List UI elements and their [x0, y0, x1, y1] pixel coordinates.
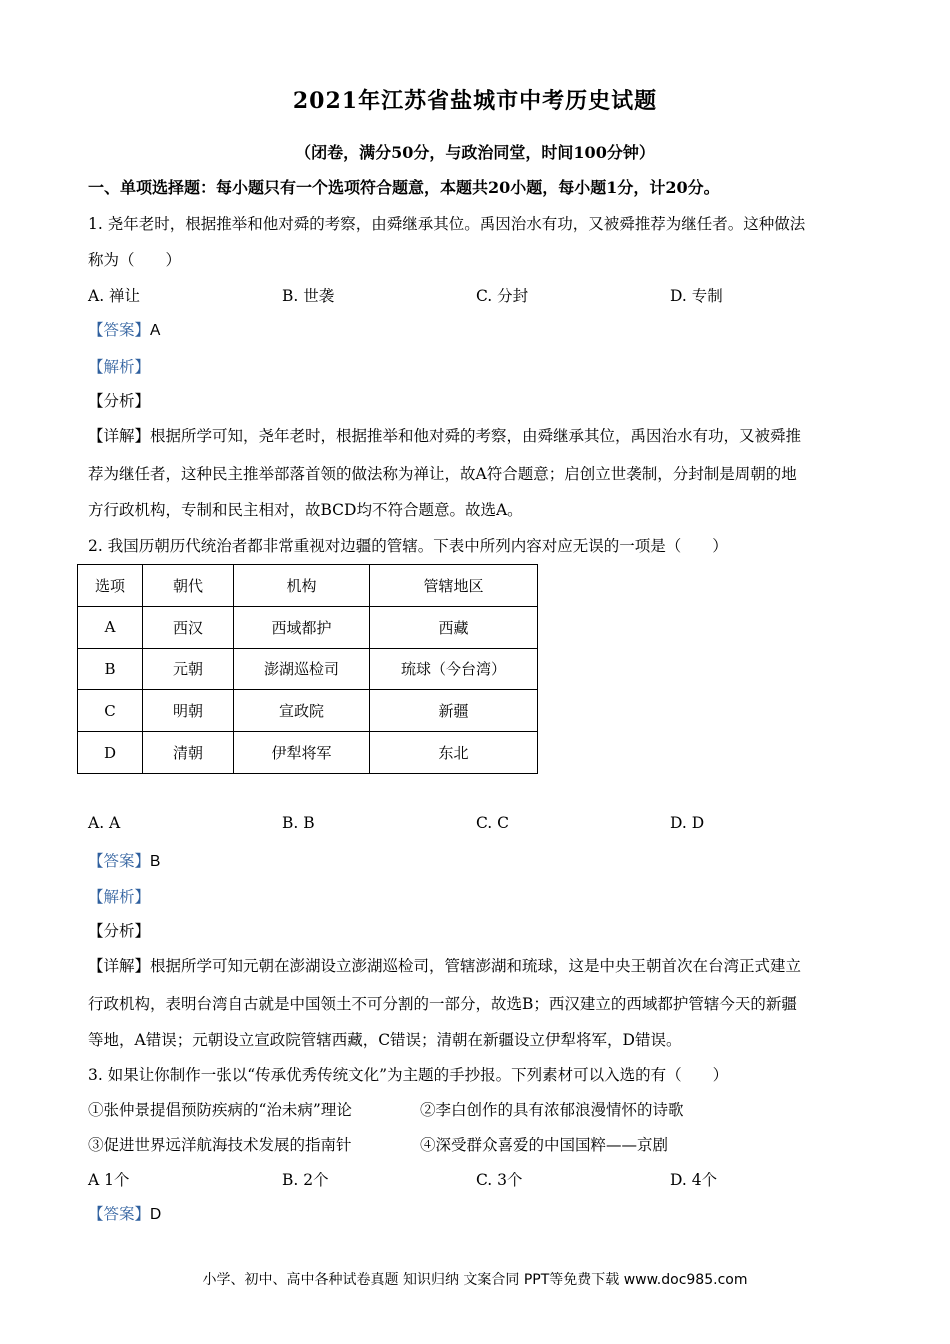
- page-footer: 小学、初中、高中各种试卷真题 知识归纳 文案合同 PPT等免费下载 www.doc985.com: [202, 1272, 748, 1288]
- table-cell: 新疆: [370, 690, 538, 732]
- q3-item-1: ①张仲景提倡预防疾病的“治未病”理论: [88, 1101, 352, 1119]
- question-1-stem-line2: 称为（ ）: [88, 251, 182, 269]
- q2-detail-text1: 根据所学可知元朝在澎湖设立澎湖巡检司，管辖澎湖和琉球，这是中央王朝首次在台湾正式建立: [150, 957, 802, 975]
- answer-label: 【答案】: [88, 1205, 151, 1223]
- answer-label: 【答案】: [88, 852, 151, 870]
- page-subtitle: （闭卷，满分50分，与政治同堂，时间100分钟）: [295, 143, 655, 162]
- table-cell: 伊犁将军: [234, 732, 370, 774]
- detail-label: 【详解】: [88, 427, 151, 445]
- q2-option-c: C. C: [476, 814, 510, 832]
- analysis-label: 【分析】: [88, 392, 151, 410]
- q2-option-d: D. D: [670, 814, 705, 832]
- question-3-stem: 3. 如果让你制作一张以“传承优秀传统文化”为主题的手抄报。下列素材可以入选的有（ ）: [88, 1066, 729, 1084]
- q2-detail-line2: 行政机构，表明台湾自古就是中国领土不可分割的一部分，故选B；西汉建立的西域都护管辖今天的新疆: [88, 995, 797, 1013]
- table-row: [78, 606, 538, 648]
- q1-detail-line2: 荐为继任者，这种民主推举部落首领的做法称为禅让，故A符合题意；启创立世袭制，分封制是周朝的地: [88, 465, 797, 483]
- section-heading: 一、单项选择题：每小题只有一个选项符合题意，本题共20小题，每小题1分，计20分。: [88, 178, 720, 197]
- table-cell: 明朝: [143, 690, 234, 732]
- q1-option-d: D. 专制: [670, 287, 723, 305]
- explain-label: 【解析】: [88, 358, 151, 376]
- table-cell: 宣政院: [234, 690, 370, 732]
- q1-explain-row: [88, 355, 150, 377]
- table-header-cell: 朝代: [143, 565, 234, 607]
- q2-detail-line1: [88, 954, 801, 976]
- q2-answer-row: [88, 849, 160, 871]
- answer-label: 【答案】: [88, 321, 151, 339]
- question-3-options: [88, 1168, 868, 1192]
- q3-item-3: ③促进世界远洋航海技术发展的指南针: [88, 1136, 352, 1154]
- q1-detail-line1: [88, 424, 801, 446]
- page-title: 2021年江苏省盐城市中考历史试题: [292, 88, 658, 114]
- q1-option-b: B. 世袭: [282, 287, 335, 305]
- table-cell: C: [78, 690, 143, 732]
- table-header-cell: 机构: [234, 565, 370, 607]
- detail-label: 【详解】: [88, 957, 151, 975]
- table-cell: D: [78, 732, 143, 774]
- table-cell: 元朝: [143, 648, 234, 690]
- question-3-items-row1: [88, 1098, 868, 1122]
- q3-item-4: ④深受群众喜爱的中国国粹——京剧: [420, 1136, 669, 1154]
- q1-answer-row: [88, 318, 160, 340]
- table-cell: 东北: [370, 732, 538, 774]
- q3-option-b: B. 2个: [282, 1171, 329, 1189]
- q1-option-a: A. 禅让: [88, 287, 141, 305]
- q2-answer-value: B: [150, 853, 161, 870]
- table-row: [78, 732, 538, 774]
- table-cell: 西藏: [370, 606, 538, 648]
- q3-option-d: D. 4个: [670, 1171, 718, 1189]
- question-1-stem-line1: 1. 尧年老时，根据推举和他对舜的考察，由舜继承其位。禹因治水有功，又被舜推荐为继任者。这种做法: [88, 215, 806, 233]
- table-header-cell: 管辖地区: [370, 565, 538, 607]
- table-header-cell: 选项: [78, 565, 143, 607]
- table-cell: B: [78, 648, 143, 690]
- table-row: [78, 648, 538, 690]
- table-cell: 清朝: [143, 732, 234, 774]
- q2-explain-row: [88, 885, 150, 907]
- table-header-row: [78, 565, 538, 607]
- question-2-stem: 2. 我国历朝历代统治者都非常重视对边疆的管辖。下表中所列内容对应无误的一项是（ ）: [88, 537, 728, 555]
- q1-analysis-row: [88, 389, 150, 411]
- q3-item-2: ②李白创作的具有浓郁浪漫情怀的诗歌: [420, 1101, 684, 1119]
- table-cell: 澎湖巡检司: [234, 648, 370, 690]
- explain-label: 【解析】: [88, 888, 151, 906]
- table-row: [78, 690, 538, 732]
- analysis-label: 【分析】: [88, 922, 151, 940]
- q1-answer-value: A: [150, 322, 161, 339]
- question-2-table: [77, 564, 538, 774]
- q3-answer-row: [88, 1202, 161, 1224]
- table-cell: 西域都护: [234, 606, 370, 648]
- q1-option-c: C. 分封: [476, 287, 529, 305]
- q2-analysis-row: [88, 919, 150, 941]
- q2-option-b: B. B: [282, 814, 315, 832]
- question-3-items-row2: [88, 1133, 868, 1157]
- q3-option-a: A 1个: [88, 1171, 130, 1189]
- table-cell: 琉球（今台湾）: [370, 648, 538, 690]
- table-cell: 西汉: [143, 606, 234, 648]
- q3-option-c: C. 3个: [476, 1171, 523, 1189]
- q1-detail-text1: 根据所学可知，尧年老时，根据推举和他对舜的考察，由舜继承其位，禹因治水有功，又被舜推: [150, 427, 802, 445]
- table-cell: A: [78, 606, 143, 648]
- q2-option-a: A. A: [88, 814, 121, 832]
- question-2-options: [88, 814, 868, 838]
- q2-detail-line3: 等地，A错误；元朝设立宣政院管辖西藏，C错误；清朝在新疆设立伊犁将军，D错误。: [88, 1031, 682, 1049]
- q1-detail-line3: 方行政机构，专制和民主相对，故BCD均不符合题意。故选A。: [88, 501, 523, 519]
- q3-answer-value: D: [150, 1206, 162, 1223]
- question-1-options: [88, 284, 868, 308]
